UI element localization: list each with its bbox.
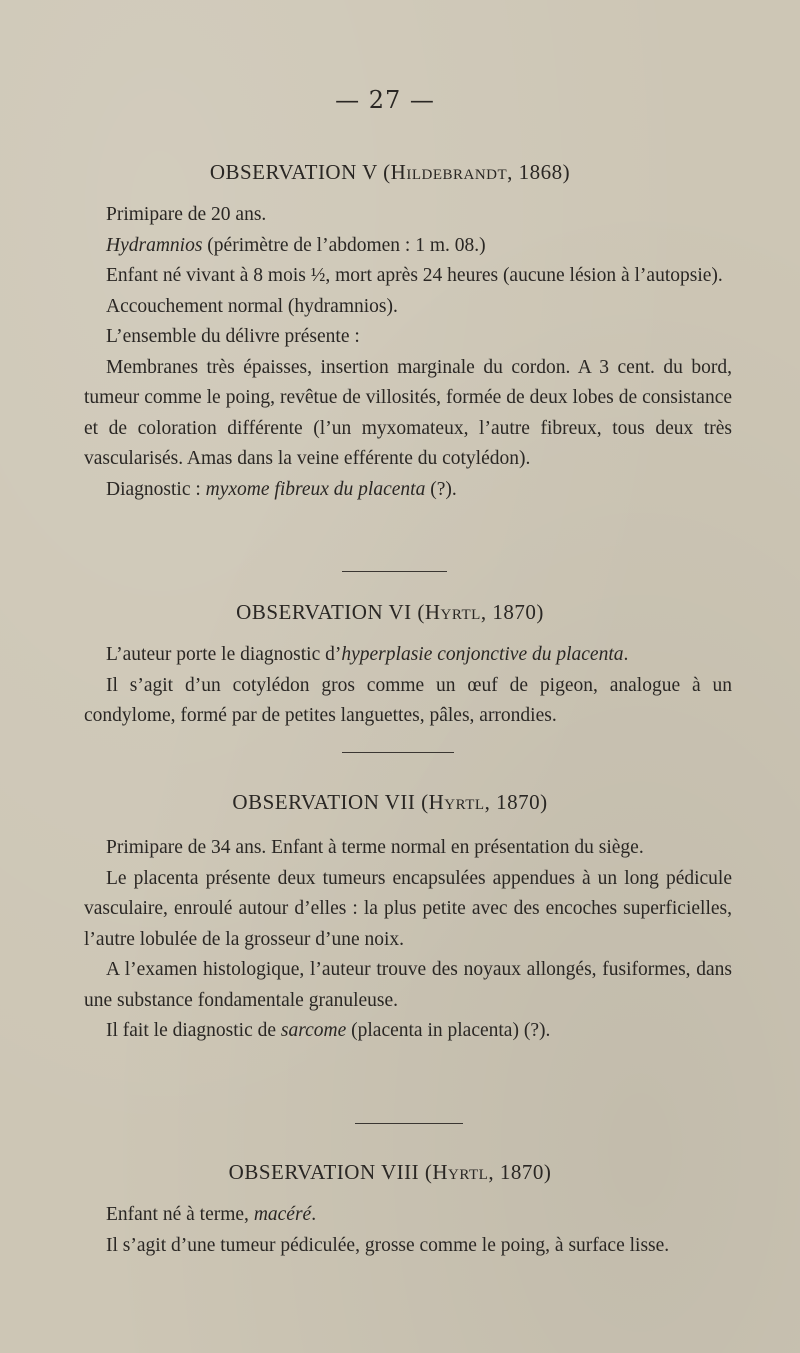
observation-6-body [84,640,732,732]
paragraph: Le placenta présente deux tumeurs encapsulées appendues à un long pédicule vasculaire, enroulé autour d’elles : la plus petite avec des encoches superficielles, l’autre lobulée de la grosseur d’une noix. [84,867,732,950]
paragraph: Enfant né vivant à 8 mois ½, mort après 24 heures (aucune lésion à l’autopsie). [106,265,723,286]
observation-5-heading: OBSERVATION V (Hildebrandt, 1868) [209,160,571,184]
author-name: Hyrtl [424,600,481,624]
paragraph: Primipare de 20 ans. [106,204,267,225]
observation-8-heading: OBSERVATION VIII (Hyrtl, 1870) [228,1160,552,1184]
paragraph: Accouchement normal (hydramnios). [106,295,398,317]
paragraph: L’auteur porte le diagnostic d’hyperplasie conjonctive du placenta. [106,644,629,665]
section-divider [342,571,447,572]
observation-7-body [84,833,732,1047]
author-name: Hyrtl [428,790,485,814]
paragraph: Il s’agit d’une tumeur pédiculée, grosse comme le poing, à surface lisse. [106,1234,670,1256]
section-divider [355,1123,463,1124]
observation-6-heading: OBSERVATION VI (Hyrtl, 1870) [236,600,544,624]
page-number: — 27 — [335,86,435,114]
paragraph: Diagnostic : myxome fibreux du placenta (?). [106,478,457,500]
paragraph: Il s’agit d’un cotylédon gros comme un œuf de pigeon, analogue à un condylome, formé par de petites languettes, pâles, arrondies. [84,674,732,726]
observation-5-body [84,200,732,505]
paragraph: Il fait le diagnostic de sarcome (placenta in placenta) (?). [106,1020,551,1041]
paragraph: Hydramnios (périmètre de l’abdomen : 1 m. 08.) [106,234,486,256]
observation-7-heading: OBSERVATION VII (Hyrtl, 1870) [232,790,548,814]
section-divider [342,752,454,753]
paragraph: A l’examen histologique, l’auteur trouve des noyaux allongés, fusiformes, dans une substance fondamentale granuleuse. [84,959,732,1011]
paragraph: Membranes très épaisses, insertion marginale du cordon. A 3 cent. du bord, tumeur comme le poing, revêtue de villosités, formée de deux lobes de consistance et de coloration différente (l’un myxomateux, l’autre fibreux, tous deux très vascularisés. Amas dans la veine efférente du cotylédon). [84,356,732,469]
observation-8-body [84,1200,732,1261]
author-name: Hildebrandt [390,160,508,184]
author-name: Hyrtl [432,1160,489,1184]
paragraph: Enfant né à terme, macéré. [106,1204,317,1225]
paragraph: Primipare de 34 ans. Enfant à terme normal en présentation du siège. [106,837,644,858]
paragraph: L’ensemble du délivre présente : [106,326,360,347]
